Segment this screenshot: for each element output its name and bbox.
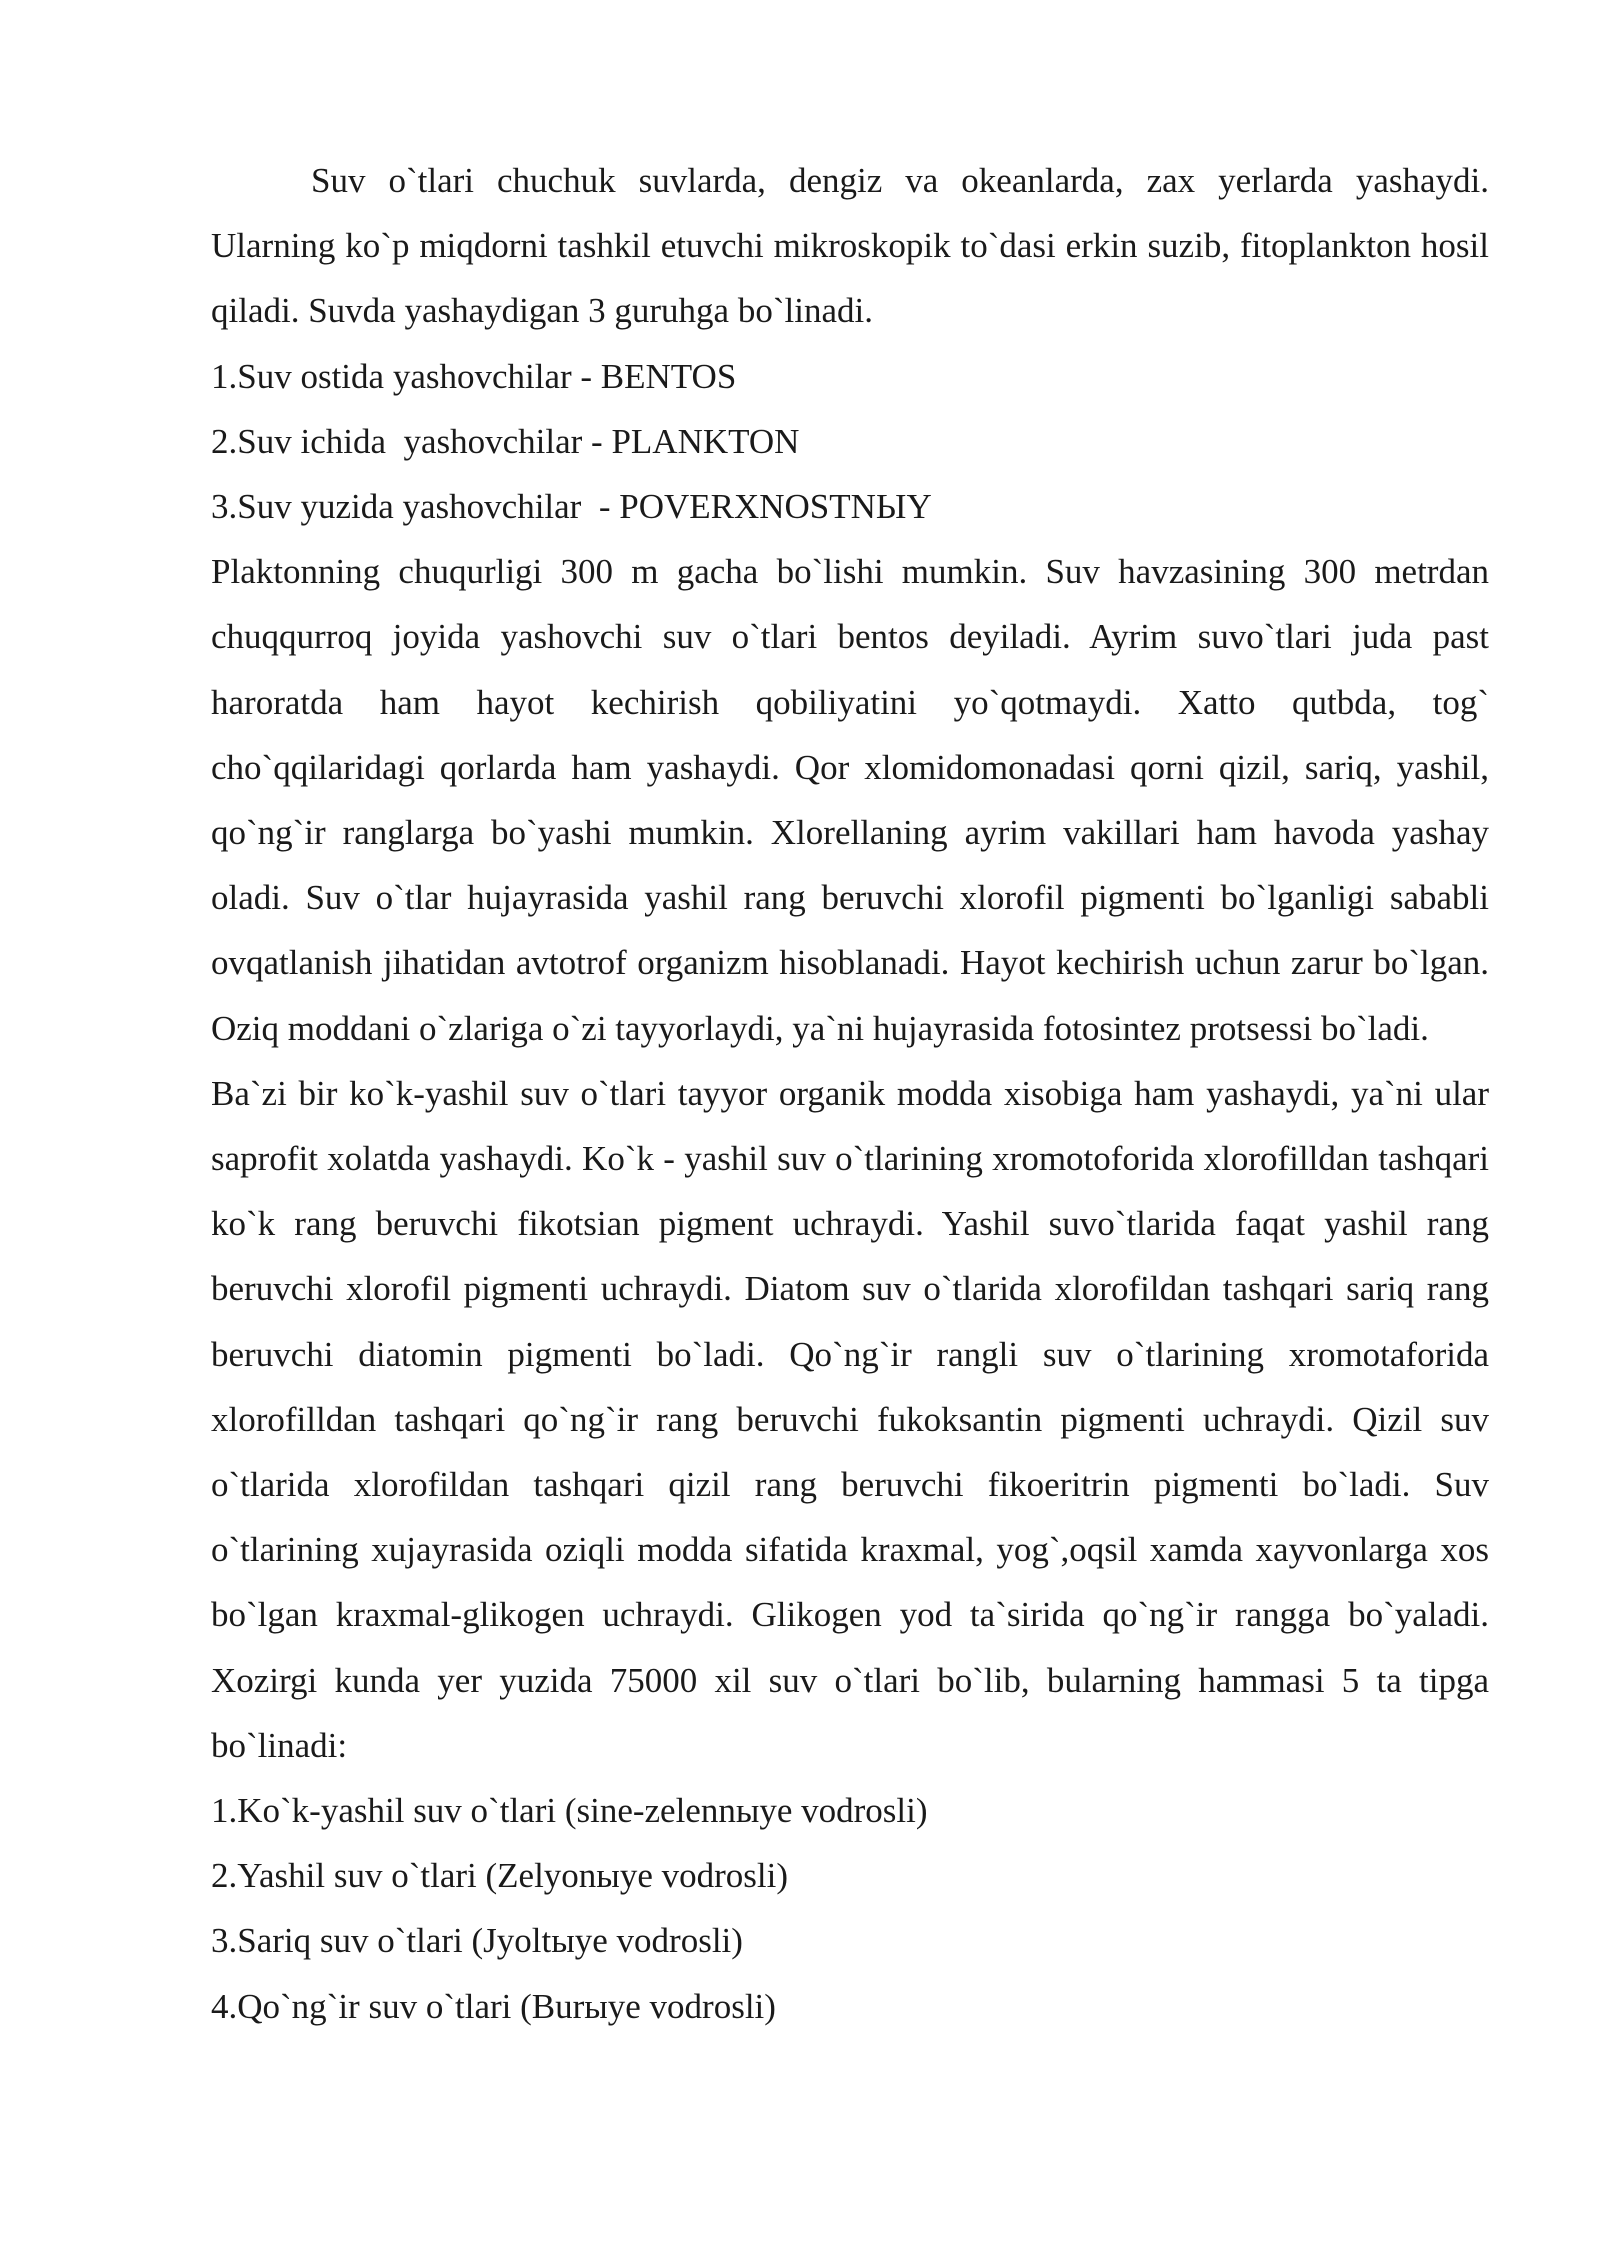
document-body (211, 148, 1489, 2039)
list-item-type-1: 1.Ko`k-yashil suv o`tlari (sine-zelennыye vodrosli) (211, 1791, 928, 1831)
list-item-poverxnostny: 3.Suv yuzida yashovchilar - POVERXNOSTNЫY (211, 487, 932, 527)
list-item-bentos: 1.Suv ostida yashovchilar - BENTOS (211, 356, 737, 396)
list-item-plankton: 2.Suv ichida yashovchilar - PLANKTON (211, 421, 800, 461)
list-item-type-2: 2.Yashil suv o`tlari (Zelyonыye vodrosli) (211, 1856, 788, 1896)
list-item-type-3: 3.Sariq suv o`tlari (Jyoltыye vodrosli) (211, 1921, 743, 1961)
intro-paragraph: Suv o`tlari chuchuk suvlarda, dengiz va okeanlarda, zax yerlarda yashaydi. Ularning ko`p miqdorni tashkil etuvchi mikroskopik to`dasi erkin suzib, fitoplankton hosil qiladi. Suvda yashaydigan 3 guruhga bo`linadi. (211, 161, 1489, 331)
paragraph-plankton-depth: Plaktonning chuqurligi 300 m gacha bo`lishi mumkin. Suv havzasining 300 metrdan chuqqurroq joyida yashovchi suv o`tlari bentos deyiladi. Ayrim suvo`tlari juda past haroratda ham hayot kechirish qobiliyatini yo`qotmaydi. Xatto qutbda, tog` cho`qqilaridagi qorlarda ham yashaydi. Qor xlomidomonadasi qorni qizil, sariq, yashil, qo`ng`ir ranglarga bo`yashi mumkin. Xlorellaning ayrim vakillari ham havoda yashay oladi. Suv o`tlar hujayrasida yashil rang beruvchi xlorofil pigmenti bo`lganligi sababli ovqatlanish jihatidan avtotrof organizm hisoblanadi. Hayot kechirish uchun zarur bo`lgan. Oziq moddani o`zlariga o`zi tayyorlaydi, ya`ni hujayrasida fotosintez protsessi bo`ladi. (211, 552, 1489, 1048)
paragraph-pigments: Ba`zi bir ko`k-yashil suv o`tlari tayyor organik modda xisobiga ham yashaydi, ya`ni ular saprofit xolatda yashaydi. Ko`k - yashil suv o`tlarining xromotoforida xlorofilldan tashqari ko`k rang beruvchi fikotsian pigment uchraydi. Yashil suvo`tlarida faqat yashil rang beruvchi xlorofil pigmenti uchraydi. Diatom suv o`tlarida xlorofildan tashqari sariq rang beruvchi diatomin pigmenti bo`ladi. Qo`ng`ir rangli suv o`tlarining xromotaforida xlorofilldan tashqari qo`ng`ir rang beruvchi fukoksantin pigmenti uchraydi. Qizil suv o`tlarida xlorofildan tashqari qizil rang beruvchi fikoeritrin pigmenti bo`ladi. Suv o`tlarining xujayrasida oziqli modda sifatida kraxmal, yog`,oqsil xamda xayvonlarga xos bo`lgan kraxmal-glikogen uchraydi. Glikogen yod ta`sirida qo`ng`ir rangga bo`yaladi. Xozirgi kunda yer yuzida 75000 xil suv o`tlari bo`lib, bularning hammasi 5 ta tipga bo`linadi: (211, 1073, 1489, 1765)
list-item-type-4: 4.Qo`ng`ir suv o`tlari (Burыye vodrosli) (211, 1986, 776, 2026)
